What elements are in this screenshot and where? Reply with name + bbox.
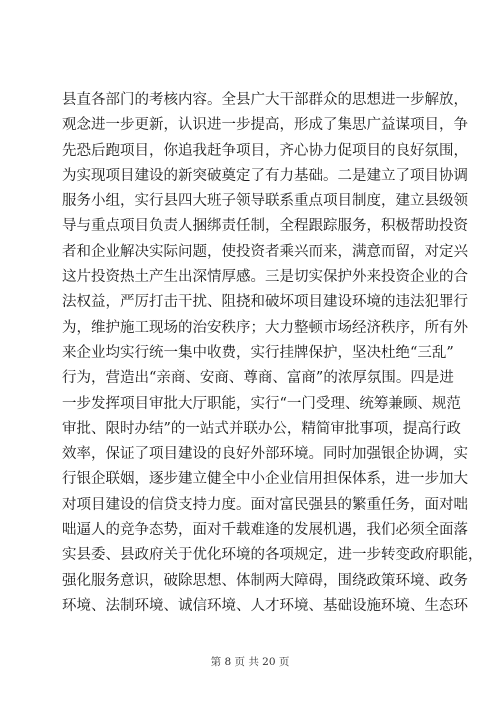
text-line: 咄逼人的竞争态势，面对千载难逢的发展机遇，我们必须全面落: [62, 522, 468, 539]
text-line: 观念进一步更新，认识进一步提高，形成了集思广益谋项目，争: [62, 117, 468, 134]
text-line: 导与重点项目负责人捆绑责任制，全程跟踪服务，积极帮助投资: [62, 218, 468, 235]
text-line: 效率，保证了项目建设的良好外部环境。同时加强银企协调，实: [62, 446, 468, 463]
text-line: 对项目建设的信贷支持力度。面对富民强县的繁重任务，面对咄: [62, 496, 468, 513]
text-line: 法权益，严厉打击干扰、阻挠和破坏项目建设环境的违法犯罪行: [62, 294, 468, 311]
text-line: 先恐后跑项目，你追我赶争项目，齐心协力促项目的良好氛围，: [62, 142, 468, 159]
text-line: 来企业均实行统一集中收费，实行挂牌保护，坚决杜绝“三乱”: [62, 344, 454, 361]
text-line: 县直各部门的考核内容。全县广大干部群众的思想进一步解放，: [62, 92, 468, 108]
text-line: 者和企业解决实际问题，使投资者乘兴而来，满意而留，对定兴: [62, 243, 468, 260]
page-number-footer: 第 8 页 共 20 页: [210, 656, 290, 668]
text-line: 行银企联姻，逐步建立健全中小企业信用担保体系，进一步加大: [62, 471, 468, 488]
body-text: [62, 88, 483, 619]
text-line: 实县委、县政府关于优化环境的各项规定，进一步转变政府职能，: [62, 547, 483, 564]
text-line: 审批、限时办结”的一站式并联办公，精简审批事项，提高行政: [62, 420, 461, 437]
text-line: 为，维护施工现场的治安秩序；大力整顿市场经济秩序，所有外: [62, 319, 468, 336]
text-line: 强化服务意识，破除思想、体制两大障碍，围绕政策环境、政务: [62, 572, 468, 589]
text-line: 环境、法制环境、诚信环境、人才环境、基础设施环境、生态环: [62, 597, 468, 614]
text-line: 为实现项目建设的新突破奠定了有力基础。二是建立了项目协调: [62, 167, 468, 184]
text-line: 这片投资热土产生出深情厚感。三是切实保护外来投资企业的合: [62, 269, 468, 286]
text-line: 一步发挥项目审批大厅职能，实行“一门受理、统筹兼顾、规范: [62, 395, 461, 412]
text-line: 行为，营造出“亲商、安商、尊商、富商”的浓厚氛围。四是进: [62, 370, 454, 387]
text-line: 服务小组，实行县四大班子领导联系重点项目制度，建立县级领: [62, 193, 468, 210]
